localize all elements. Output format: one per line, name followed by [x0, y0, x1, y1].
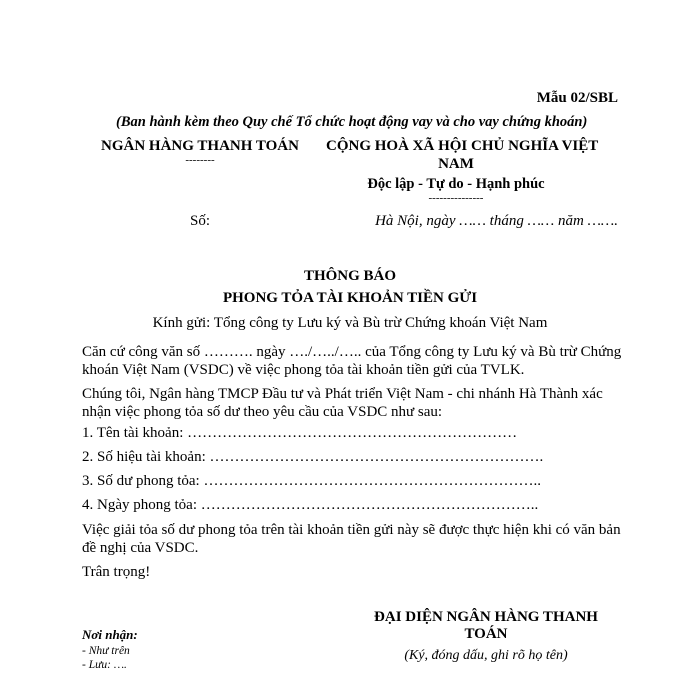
- motto-divider: ---------------: [428, 192, 484, 204]
- field-account-number: 2. Số hiệu tài khoản: ………………………………………………………….: [82, 449, 544, 465]
- document-number-label: Số:: [190, 213, 211, 229]
- recipient-line: Kính gửi: Tổng công ty Lưu ký và Bù trừ Chứng khoán Việt Nam: [152, 315, 548, 331]
- recipient-item: - Như trên: [82, 645, 130, 657]
- paragraph-confirmation-line2: nhận việc phong tỏa số dư theo yêu cầu của VSDC như sau:: [82, 404, 443, 420]
- paragraph-basis-line2: khoán Việt Nam (VSDC) về việc phong tỏa tài khoản tiền gửi của TVLK.: [82, 362, 525, 378]
- header-right: [326, 137, 599, 204]
- recipients-block: [82, 627, 138, 672]
- field-frozen-balance: 3. Số dư phong tỏa: …………………………………………………………..: [82, 473, 541, 489]
- org-name: NGÂN HÀNG THANH TOÁN: [101, 138, 299, 154]
- signature-title-line1: ĐẠI DIỆN NGÂN HÀNG THANH: [374, 609, 598, 625]
- recipient-item: - Lưu: ….: [82, 659, 127, 671]
- signature-block: [356, 609, 616, 664]
- document-title: THÔNG BÁO: [303, 268, 397, 284]
- field-freeze-date: 4. Ngày phong tỏa: …………………………………………………………..: [82, 497, 539, 513]
- recipients-label: Nơi nhận:: [82, 627, 138, 642]
- paragraph-confirmation: [82, 385, 622, 421]
- header-left: [82, 137, 318, 166]
- paragraph-basis: [82, 343, 622, 379]
- paragraph-confirmation-line1: Chúng tôi, Ngân hàng TMCP Đầu tư và Phát triển Việt Nam - chi nhánh Hà Thành xác: [82, 386, 603, 402]
- paragraph-release: [82, 521, 622, 557]
- motto: Độc lập - Tự do - Hạnh phúc: [367, 176, 545, 192]
- org-divider: --------: [185, 154, 215, 166]
- field-account-name: 1. Tên tài khoản: …………………………………………………………: [82, 425, 518, 441]
- field-list: [82, 425, 543, 521]
- signature-note: (Ký, đóng dấu, ghi rõ họ tên): [404, 648, 568, 663]
- closing-line: Trân trọng!: [82, 564, 151, 580]
- country-name-line2: NAM: [438, 156, 474, 172]
- paragraph-basis-line1: Căn cứ công văn số ………. ngày …./…../….. của Tổng công ty Lưu ký và Bù trừ Chứng: [82, 344, 622, 360]
- signature-title-line2: TOÁN: [464, 626, 508, 642]
- place-date: Hà Nội, ngày …… tháng …… năm …….: [375, 213, 618, 229]
- document-subtitle: PHONG TỎA TÀI KHOẢN TIỀN GỬI: [222, 290, 478, 306]
- paragraph-release-line2: đề nghị của VSDC.: [82, 540, 199, 556]
- paragraph-release-line1: Việc giải tỏa số dư phong tỏa trên tài khoản tiền gửi này sẽ được thực hiện khi có văn bản: [82, 522, 621, 538]
- regulation-note: (Ban hành kèm theo Quy chế Tổ chức hoạt động vay và cho vay chứng khoán): [116, 114, 588, 130]
- country-name-line1: CỘNG HOÀ XÃ HỘI CHỦ NGHĨA VIỆT: [326, 138, 599, 154]
- form-code: Mẫu 02/SBL: [536, 90, 618, 106]
